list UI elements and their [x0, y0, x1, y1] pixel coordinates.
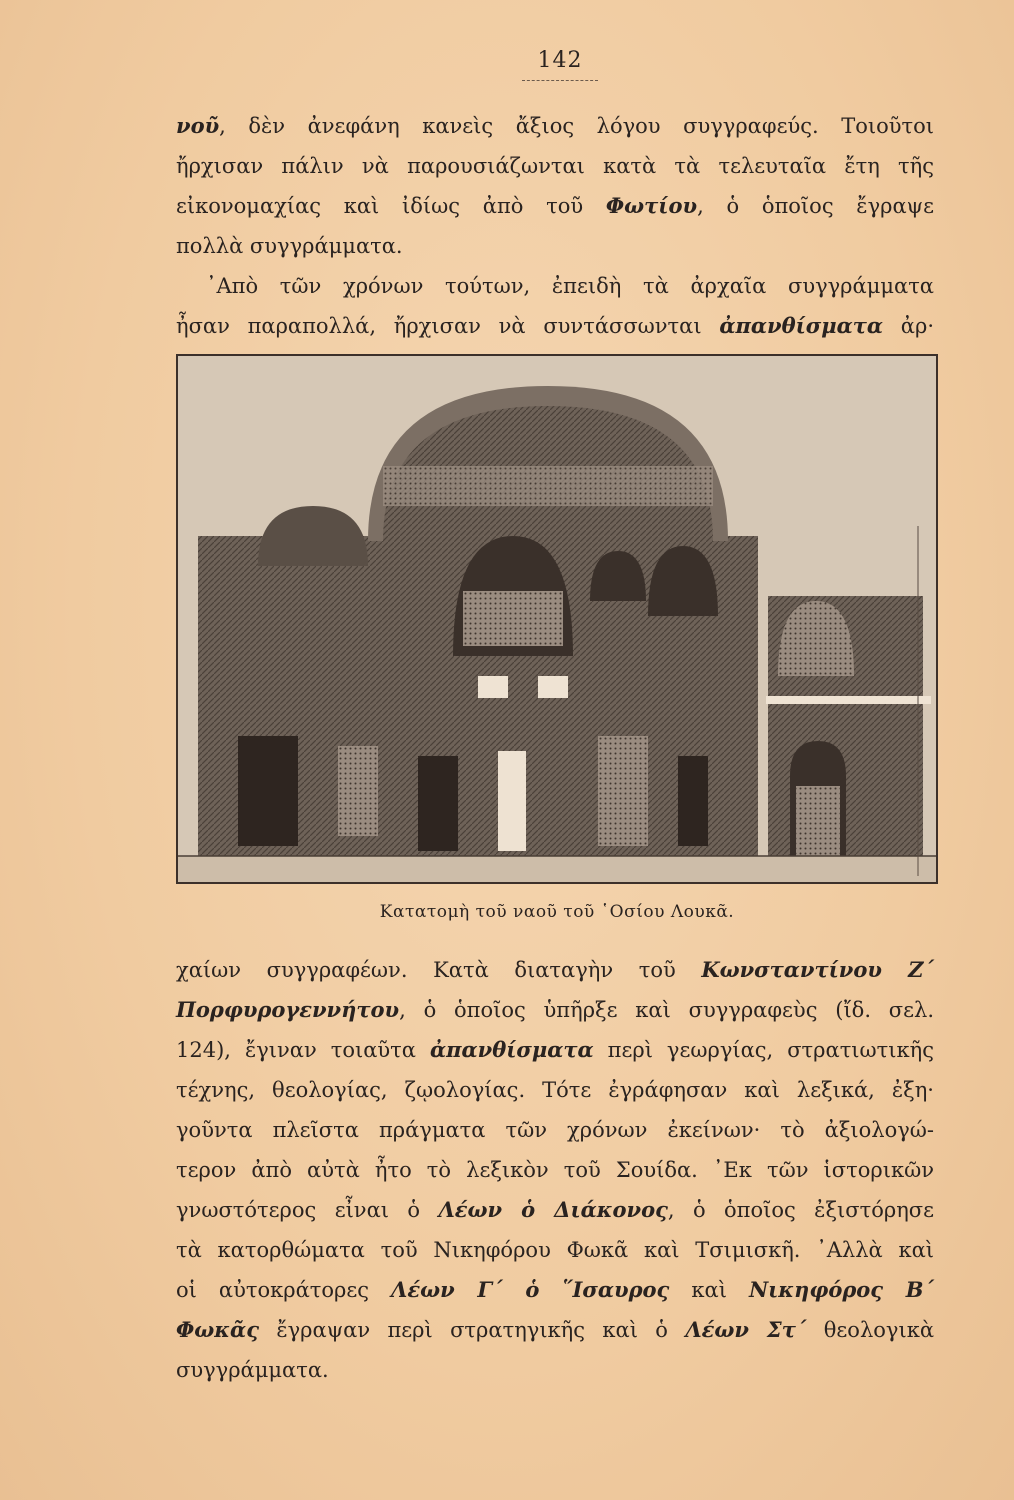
text-run: οἱ αὐτοκράτορες — [176, 1278, 392, 1302]
emphasis: Κωνσταντίνου Ζ΄ — [701, 957, 934, 982]
emphasis: Λέων Γ΄ ὁ ῞Ισαυρος — [391, 1277, 670, 1302]
text-run: θεολογικὰ — [806, 1318, 934, 1342]
text-run: ᾿Απὸ τῶν χρόνων τούτων, ἐπειδὴ τὰ ἀρχαῖα συγγράμματα — [206, 274, 934, 298]
text-line — [176, 1030, 934, 1070]
text-run: χαίων συγγραφέων. Κατὰ διαταγὴν τοῦ — [176, 958, 702, 982]
emphasis: Λέων Στ΄ — [685, 1317, 807, 1342]
text-line — [176, 146, 934, 186]
text-run: εἰκονομαχίας καὶ ἰδίως ἀπὸ τοῦ — [176, 194, 606, 218]
emphasis: ἀπανθίσματα — [429, 1037, 594, 1062]
text-run: , ὁ ὁποῖος ἔγραψε — [697, 194, 935, 218]
top-text-block — [176, 106, 934, 346]
text-run: τέχνης, θεολογίας, ζῳολογίας. Τότε ἐγράφησαν καὶ λεξικά, ἐξη· — [176, 1078, 934, 1102]
text-run: τὰ κατορθώματα τοῦ Νικηφόρου Φωκᾶ καὶ Τσιμισκῆ. ᾿Αλλὰ καὶ — [176, 1238, 934, 1262]
text-run: , ὁ ὁποῖος ὑπῆρξε καὶ συγγραφεὺς (ἴδ. σελ. — [399, 998, 934, 1022]
text-line — [176, 306, 934, 346]
text-line — [176, 1110, 934, 1150]
emphasis: νοῦ — [176, 113, 220, 138]
text-line — [176, 1230, 934, 1270]
text-run: , ὁ ὁποῖος ἐξιστόρησε — [667, 1198, 934, 1222]
text-run: ἀρ· — [883, 314, 934, 338]
text-line — [176, 266, 934, 306]
text-line — [176, 1150, 934, 1190]
emphasis: Νικηφόρος Β΄ — [748, 1277, 934, 1302]
text-run: ἤρχισαν πάλιν νὰ παρουσιάζωνται κατὰ τὰ τελευταῖα ἔτη τῆς — [176, 154, 934, 178]
emphasis: Λέων ὁ Διάκονος — [438, 1197, 668, 1222]
text-run: 124), ἔγιναν τοιαῦτα — [176, 1038, 430, 1062]
text-line — [176, 950, 934, 990]
text-line — [176, 186, 934, 226]
text-line — [176, 1350, 934, 1390]
text-run: πολλὰ συγγράμματα. — [176, 234, 403, 258]
text-line — [176, 1310, 934, 1350]
page-number-rule — [522, 80, 598, 81]
text-run: συγγράμματα. — [176, 1358, 329, 1382]
text-run: τερον ἀπὸ αὐτὰ ἦτο τὸ λεξικὸν τοῦ Σουίδα. ᾿Εκ τῶν ἱστορικῶν — [176, 1158, 934, 1182]
text-run: γνωστότερος εἶναι ὁ — [176, 1198, 439, 1222]
emphasis: ἀπανθίσματα — [719, 313, 884, 338]
text-run: , δὲν ἀνεφάνη κανεὶς ἄξιος λόγου συγγραφεύς. Τοιοῦτοι — [219, 114, 934, 138]
text-line — [176, 1190, 934, 1230]
church-section-illustration — [178, 356, 936, 882]
bottom-text-block — [176, 950, 934, 1390]
emphasis: Φωκᾶς — [176, 1317, 259, 1342]
page-number: 142 — [537, 48, 583, 73]
text-line — [176, 1270, 934, 1310]
text-run: ἦσαν παραπολλά, ἤρχισαν νὰ συντάσσωνται — [176, 314, 720, 338]
text-run: καὶ — [669, 1278, 749, 1302]
text-line — [176, 106, 934, 146]
church-section-figure — [176, 354, 938, 884]
emphasis: Φωτίου — [605, 193, 698, 218]
text-run: γοῦντα πλεῖστα πράγματα τῶν χρόνων ἐκείνων· τὸ ἀξιολογώ- — [176, 1118, 934, 1142]
emphasis: Πορφυρογεννήτου — [176, 997, 400, 1022]
text-run: ἔγραψαν περὶ στρατηγικῆς καὶ ὁ — [258, 1318, 686, 1342]
text-line — [176, 1070, 934, 1110]
text-line — [176, 990, 934, 1030]
text-line — [176, 226, 934, 266]
figure-caption: Κατατομὴ τοῦ ναοῦ τοῦ ῾Οσίου Λουκᾶ. — [379, 902, 735, 922]
text-run: περὶ γεωργίας, στρατιωτικῆς — [593, 1038, 934, 1062]
